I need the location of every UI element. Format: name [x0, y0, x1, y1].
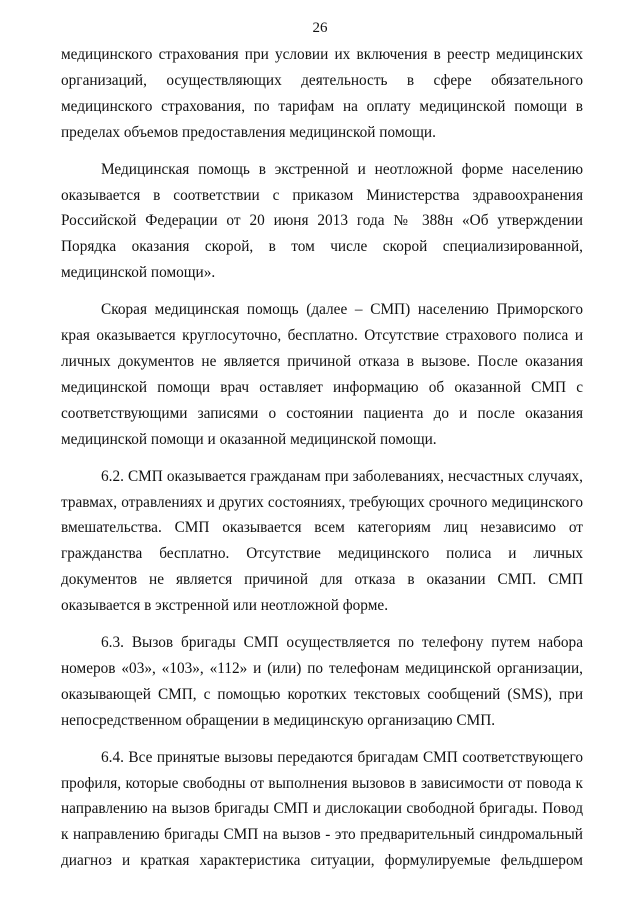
paragraph-6-4: 6.4. Все принятые вызовы передаются бригадам СМП соответствующего профиля, которые свободны от выполнения вызовов в зависимости от повода к направлению на вызов бригады СМП и дислокации свободной бригады. Повод к направлению бригады СМП на вызов - это предварительный синдромальный диагноз и краткая характеристика ситуации, формулируемые фельдшером: [61, 748, 583, 870]
paragraph-emergency-care: Медицинская помощь в экстренной и неотложной форме населению оказывается в соответствии с приказом Министерства здравоохранения Российской Федерации от 20 июня 2013 года № 388н «Об утверждении Порядка оказания скорой, в том числе скорой специализированной, медицинской помощи».: [61, 160, 583, 282]
document-body: [61, 42, 583, 874]
page-number: 26: [312, 20, 328, 36]
paragraph-6-2: 6.2. СМП оказывается гражданам при заболеваниях, несчастных случаях, травмах, отравлениях и других состояниях, требующих срочного медицинского вмешательства. СМП оказывается всем категориям лиц независимо от гражданства бесплатно. Отсутствие медицинского полиса и личных документов не является причиной для отказа в оказании СМП. СМП оказывается в экстренной или неотложной форме.: [61, 467, 583, 615]
paragraph-continuation: медицинского страхования при условии их включения в реестр медицинских организаций, осуществляющих деятельность в сфере обязательного медицинского страхования, по тарифам на оплату медицинской помощи в пределах объемов предоставления медицинской помощи.: [61, 46, 583, 141]
paragraph-6-3: 6.3. Вызов бригады СМП осуществляется по телефону путем набора номеров «03», «103», «112» и (или) по телефонам медицинской организации, оказывающей СМП, с помощью коротких текстовых сообщений (SMS), при непосредственном обращении в медицинскую организацию СМП.: [61, 634, 583, 729]
paragraph-smp-primorsky: Скорая медицинская помощь (далее – СМП) населению Приморского края оказывается круглосуточно, бесплатно. Отсутствие страхового полиса и личных документов не является причиной отказа в вызове. После оказания медицинской помощи врач оставляет информацию об оказанной СМП с соответствующими записями о состоянии пациента до и после оказания медицинской помощи и оказанной медицинской помощи.: [61, 301, 583, 448]
